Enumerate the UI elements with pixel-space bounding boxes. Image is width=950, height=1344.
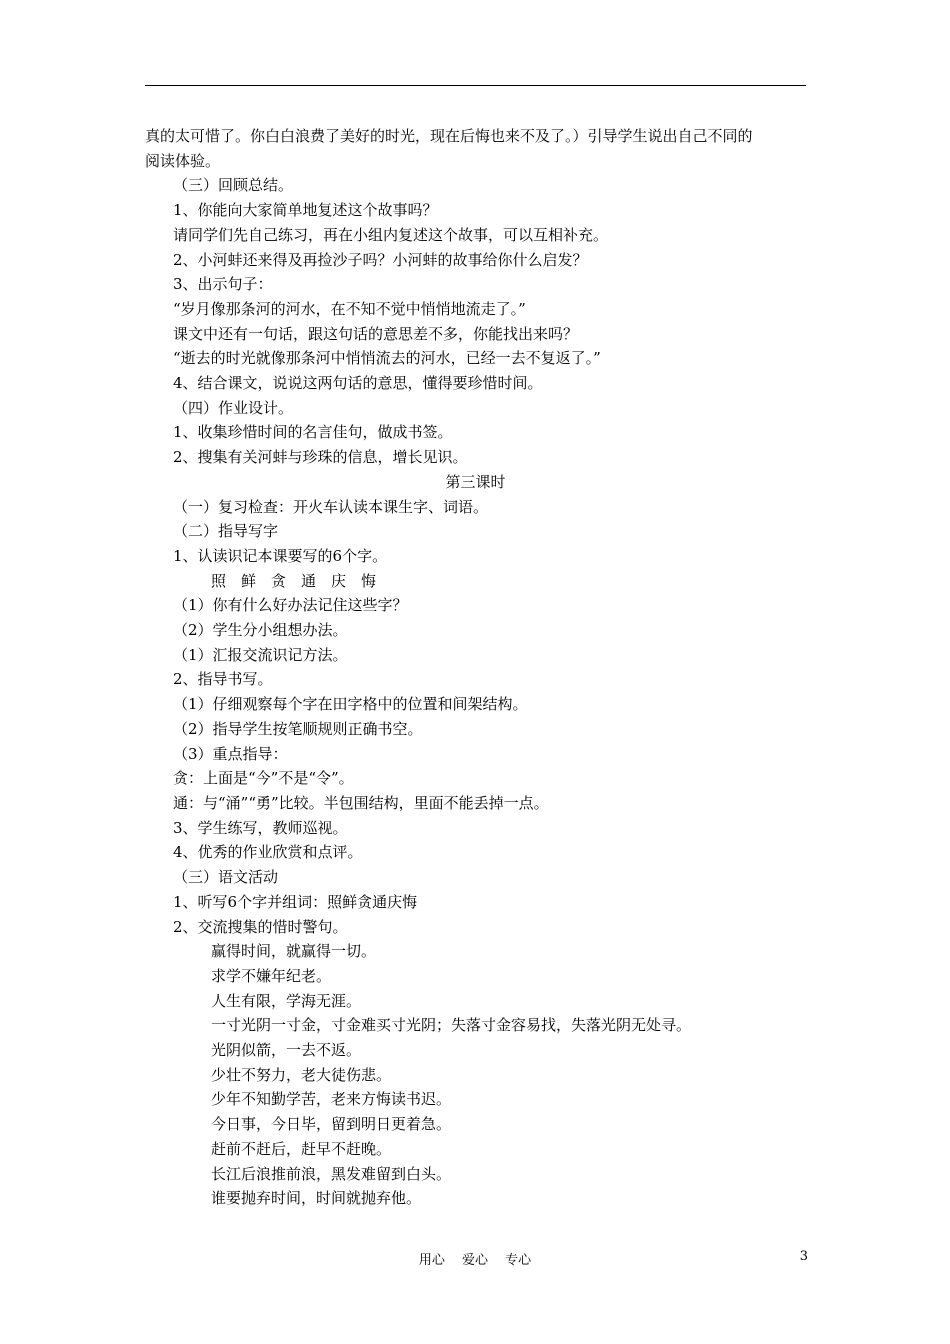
text-line: 一寸光阴一寸金，寸金难买寸光阴；失落寸金容易找，失落光阴无处寻。 [211, 1016, 692, 1035]
footer-motto: 用心 爱心 专心 [418, 1253, 532, 1268]
text-line: 3、学生练写，教师巡视。 [173, 818, 348, 837]
text-line: （1）汇报交流识记方法。 [173, 645, 348, 664]
text-line: 2、搜集有关河蚌与珍珠的信息，增长见识。 [173, 448, 468, 467]
text-line: 2、指导书写。 [173, 670, 273, 689]
text-line: （三）语文活动 [173, 868, 279, 887]
text-line: 少年不知勤学苦，老来方悔读书迟。 [211, 1090, 452, 1109]
text-line: 人生有限，学海无涯。 [211, 991, 362, 1010]
text-line: 1、认读识记本课要写的6个字。 [173, 546, 388, 565]
text-line: 赶前不赶后，赶早不赶晚。 [211, 1139, 392, 1158]
text-line: 长江后浪推前浪，黑发难留到白头。 [211, 1164, 452, 1183]
text-line: （2）学生分小组想办法。 [173, 621, 348, 640]
text-line: 光阴似箭，一去不返。 [211, 1041, 362, 1060]
text-line: “岁月像那条河的河水，在不知不觉中悄悄地流走了。” [173, 299, 526, 318]
text-line: 少壮不努力，老大徒伤悲。 [211, 1065, 392, 1084]
text-line: （2）指导学生按笔顺规则正确书空。 [173, 719, 423, 738]
text-line: “逝去的时光就像那条河中悄悄流去的河水，已经一去不复返了。” [173, 349, 601, 368]
text-line: 4、优秀的作业欣赏和点评。 [173, 843, 363, 862]
text-line: 通：与“涌”“勇”比较。半包围结构，里面不能丢掉一点。 [173, 793, 549, 812]
text-line: （一）复习检查：开火车认读本课生字、词语。 [173, 497, 489, 516]
text-line: 贪：上面是“今”不是“令”。 [173, 769, 354, 788]
text-line: （1）仔细观察每个字在田字格中的位置和间架结构。 [173, 695, 528, 714]
text-line: 3、出示句子： [173, 275, 273, 294]
text-line: 1、你能向大家简单地复述这个故事吗？ [173, 201, 438, 220]
page-number: 3 [799, 1249, 808, 1264]
text-line: 1、收集珍惜时间的名言佳句，做成书签。 [173, 423, 453, 442]
text-line: 真的太可惜了。你白白浪费了美好的时光，现在后悔也来不及了。）引导学生说出自己不同的 [145, 127, 753, 145]
text-line: （二）指导写字 [173, 522, 279, 541]
text-line: 照 鲜 贪 通 庆 悔 [211, 571, 377, 590]
text-line: 谁要抛弃时间，时间就抛弃他。 [211, 1189, 422, 1208]
text-line: 求学不嫌年纪老。 [211, 966, 332, 985]
document-body [145, 124, 806, 1211]
page-footer [0, 1249, 950, 1269]
text-line: （3）重点指导： [173, 744, 288, 763]
text-line: 请同学们先自己练习，再在小组内复述这个故事，可以互相补充。 [173, 225, 609, 244]
text-line: 今日事，今日毕，留到明日更着急。 [211, 1115, 452, 1134]
text-line: 4、结合课文，说说这两句话的意思，懂得要珍惜时间。 [173, 374, 543, 393]
text-line: 阅读体验。 [145, 151, 221, 170]
text-line: 2、交流搜集的惜时警句。 [173, 917, 348, 936]
text-line: （1）你有什么好办法记住这些字？ [173, 596, 408, 615]
text-line: 1、听写6个字并组词：照鲜贪通庆悔 [173, 892, 418, 911]
text-line: （四）作业设计。 [173, 398, 294, 417]
text-line: 2、小河蚌还来得及再捡沙子吗？小河蚌的故事给你什么启发？ [173, 250, 588, 269]
text-line: 赢得时间，就赢得一切。 [211, 942, 377, 961]
section-heading: 第三课时 [445, 472, 506, 491]
header-rule [145, 85, 806, 86]
text-line: （三）回顾总结。 [173, 176, 294, 195]
text-line: 课文中还有一句话，跟这句话的意思差不多，你能找出来吗？ [173, 324, 579, 343]
